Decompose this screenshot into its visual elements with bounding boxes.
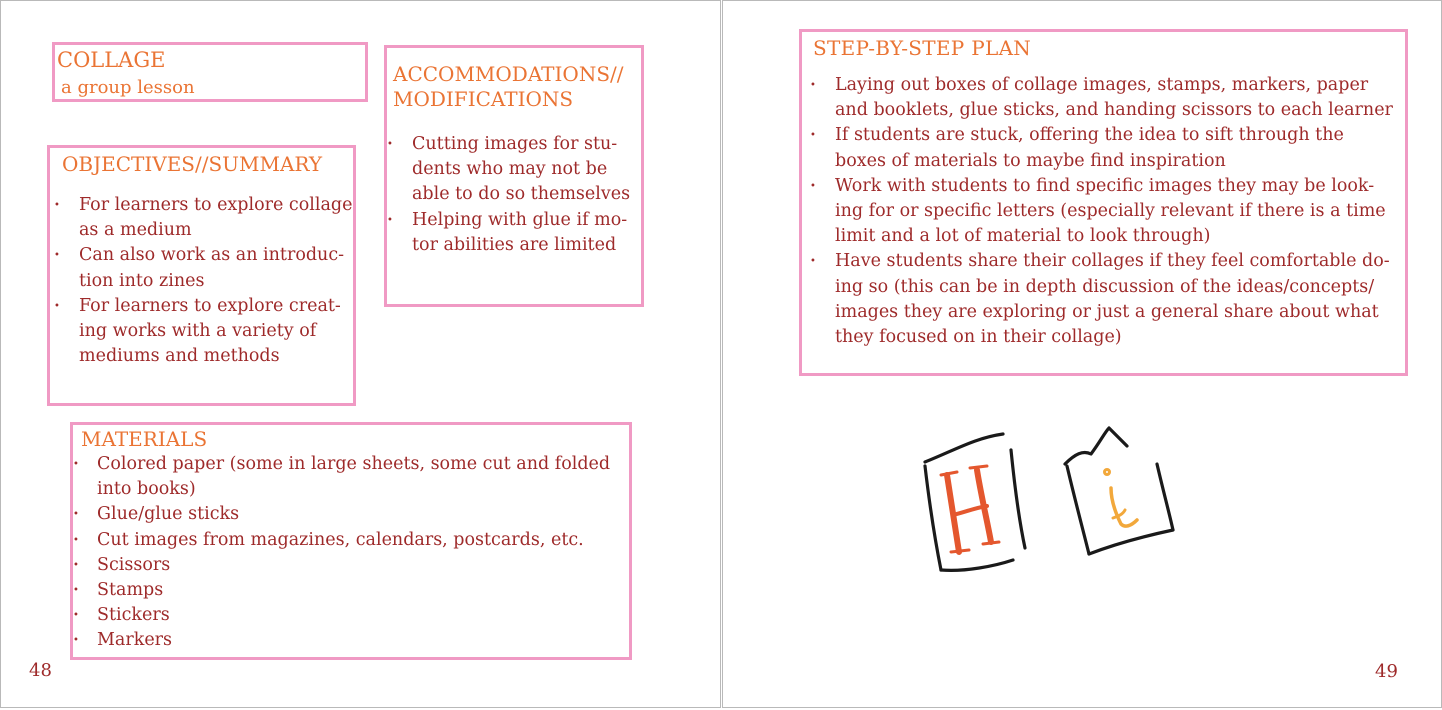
list-item: • Cutting images for stu- dents who may not be able to do so themselves [387, 134, 631, 205]
list-item: • For learners to explore collage as a medium [54, 195, 353, 241]
objectives-heading: OBJECTIVES//SUMMARY [62, 152, 323, 176]
list-item: • Can also work as an introduc- tion into zines [54, 245, 345, 291]
step-by-step-heading: STEP-BY-STEP PLAN [813, 36, 1032, 60]
list-item: • Cut images from magazines, calendars, postcards, etc. [97, 528, 610, 553]
bullet-icon: • [810, 256, 816, 268]
list-item: • Stickers [97, 603, 610, 628]
bullet-icon: • [73, 635, 79, 647]
lesson-title: COLLAGE [57, 48, 166, 72]
bullet-icon: • [73, 509, 79, 521]
accommodations-list [387, 132, 631, 258]
list-item: • For learners to explore creat- ing works with a variety of mediums and methods [54, 295, 341, 367]
list-item: • Work with students to find specific images they may be look- ing for or specific letters (especially relevant if there is a time limit and a lot of material to look through) [810, 175, 1386, 247]
step-by-step-list [810, 73, 1393, 350]
hi-illustration [915, 420, 1185, 580]
list-item: • Helping with glue if mo- tor abilities are limited [387, 209, 628, 255]
list-item: • Colored paper (some in large sheets, some cut and folded into books) [73, 454, 611, 500]
list-item: • Laying out boxes of collage images, stamps, markers, paper and booklets, glue sticks, and handing scissors to each learner [810, 75, 1393, 121]
bullet-icon: • [73, 585, 79, 597]
bullet-icon: • [387, 214, 393, 226]
bullet-icon: • [810, 130, 816, 142]
bullet-icon: • [73, 534, 79, 546]
accommodations-heading-line-1: ACCOMMODATIONS// [393, 62, 624, 86]
bullet-icon: • [73, 610, 79, 622]
bullet-icon: • [54, 300, 60, 312]
bullet-icon: • [73, 559, 79, 571]
accommodations-box [384, 45, 644, 307]
objectives-list [54, 193, 353, 369]
collage-title-box [52, 42, 368, 102]
objectives-box [47, 145, 356, 406]
i-letter-icon [1105, 470, 1138, 527]
list-item: • Have students share their collages if they feel comfortable do- ing so (this can be in depth discussion of the ideas/concepts/ images they are exploring or just a general share about what they focused on in their collage) [810, 251, 1390, 348]
i-card-outline [1065, 428, 1173, 554]
bullet-icon: • [73, 459, 79, 470]
accommodations-heading-line-2: MODIFICATIONS [393, 87, 574, 111]
list-item: • Markers [97, 628, 610, 653]
bullet-icon: • [387, 139, 393, 150]
lesson-subtitle: a group lesson [61, 77, 195, 98]
step-by-step-box [799, 29, 1408, 376]
bullet-icon: • [54, 250, 60, 262]
list-item: • Glue/glue sticks [97, 502, 610, 527]
materials-list [73, 452, 611, 654]
list-item: • Stamps [97, 578, 610, 603]
bullet-icon: • [54, 200, 60, 211]
page-number-right: 49 [1375, 661, 1398, 682]
materials-heading: MATERIALS [81, 427, 208, 451]
list-item: • Scissors [97, 553, 610, 578]
bullet-icon: • [810, 80, 816, 91]
h-letter-icon [941, 466, 999, 552]
bullet-icon: • [810, 180, 816, 192]
list-item: • If students are stuck, offering the idea to sift through the boxes of materials to maybe find inspiration [810, 125, 1344, 171]
h-card-outline [925, 434, 1025, 570]
materials-box [70, 422, 632, 660]
page-number-left: 48 [29, 660, 52, 681]
